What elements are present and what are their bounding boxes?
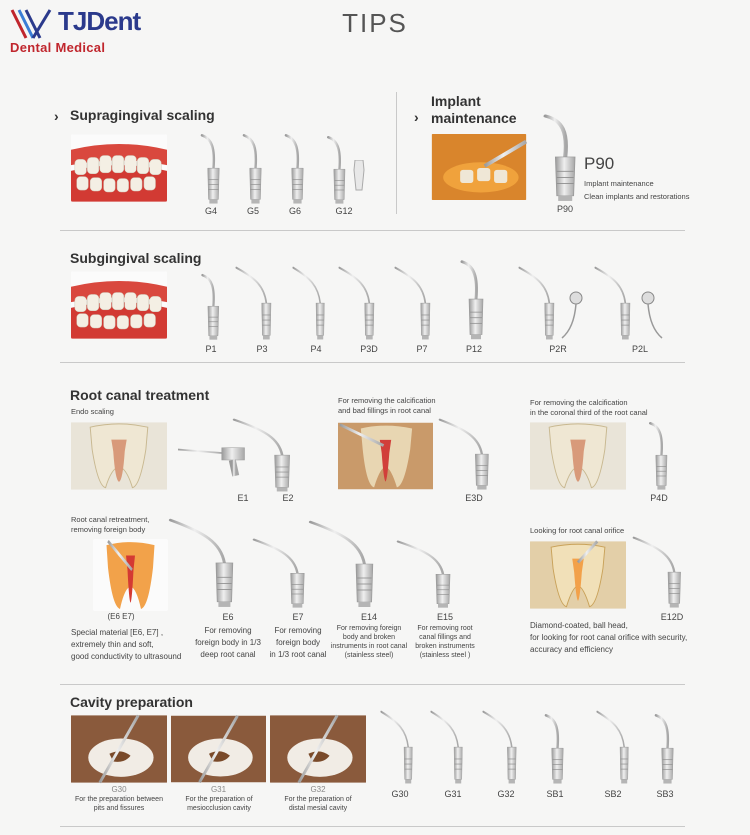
retreat-note-1: Root canal retreatment,	[71, 515, 150, 524]
e15-desc-3: broken instruments	[415, 643, 475, 650]
tip-p3d	[338, 266, 378, 342]
e6-desc-3: deep root canal	[200, 650, 256, 659]
supragingival-photo	[71, 134, 167, 202]
implant-model: P90	[584, 154, 615, 173]
tip-label: G12	[335, 206, 353, 216]
logo-subtitle: Dental Medical	[10, 40, 106, 55]
retreat-note-2: removing foreign body	[71, 525, 146, 534]
cavity-photo-desc-2: mesiocclusion cavity	[187, 805, 251, 812]
tip-label: SB1	[546, 789, 564, 799]
tip-label: P12	[465, 344, 482, 354]
cavity-photo-g32	[270, 714, 366, 784]
tip-p4d	[644, 420, 674, 492]
coronal-note-2: in the coronal third of the root canal	[530, 408, 648, 417]
orifice-note: Looking for root canal orifice	[530, 526, 625, 535]
calcification-photo	[338, 421, 433, 491]
tip-g12	[322, 134, 352, 206]
cavity-photo-desc-1: For the preparation of	[284, 796, 352, 803]
tip-label: P3D	[360, 344, 378, 354]
section-divider	[60, 684, 685, 685]
chevron-right-icon: ›	[54, 108, 59, 124]
tip-g5	[238, 132, 268, 206]
special-note-3: good conductivity to ultrasound	[71, 652, 182, 661]
tip-label: SB3	[656, 789, 674, 799]
tip-p2r-detail	[560, 288, 588, 340]
tip-label: SB2	[604, 789, 622, 799]
e15-desc-1: For removing root	[417, 625, 473, 632]
e7-desc-1: For removing	[274, 626, 322, 635]
implant-heading-1: Implant	[431, 93, 481, 109]
e14-desc-1: For removing foreign	[336, 625, 402, 632]
tip-label: E15	[436, 612, 453, 622]
tip-label: P3	[256, 344, 268, 354]
tip-e3d	[438, 418, 494, 492]
tip-g32	[482, 710, 520, 786]
tip-p3	[235, 266, 275, 342]
cavity-photo-desc-1: For the preparation between	[75, 796, 163, 803]
calc-note-1: For removing the calcification	[338, 396, 436, 405]
cavity-photo-desc-2: distal mesial cavity	[288, 805, 348, 812]
calc-note-2: and bad fillings in root canal	[338, 406, 431, 415]
cavity-heading: Cavity preparation	[70, 694, 193, 710]
tip-label: G32	[497, 789, 515, 799]
tip-e7	[252, 538, 310, 610]
special-note-2: extremely thin and soft,	[71, 640, 154, 649]
tip-label: P2R	[549, 344, 567, 354]
tip-label: P1	[205, 344, 217, 354]
tip-label: G30	[391, 789, 409, 799]
tip-label: E1	[237, 493, 249, 503]
orifice-photo	[530, 540, 626, 610]
tip-sb1	[540, 712, 570, 786]
tip-p2r	[518, 266, 558, 342]
tip-p1	[196, 272, 226, 342]
tip-g4	[196, 132, 226, 206]
coronal-note-1: For removing the calcification	[530, 398, 628, 407]
tip-sb2	[596, 710, 632, 786]
section-divider	[60, 230, 685, 231]
tip-label: P4	[310, 344, 322, 354]
tip-label: G31	[444, 789, 462, 799]
endo-label: Endo scaling	[71, 407, 114, 416]
tip-label: P7	[416, 344, 428, 354]
cavity-photo-g31	[171, 714, 266, 784]
tip-e14	[308, 520, 380, 610]
tip-g30	[380, 710, 416, 786]
retreatment-photo	[93, 539, 168, 611]
tip-p7	[394, 266, 434, 342]
tip-label: E7	[292, 612, 304, 622]
endo-photo	[71, 421, 167, 491]
section-divider	[60, 362, 685, 363]
diamond-note-1: Diamond-coated, ball head,	[530, 621, 628, 630]
chevron-right-icon: ›	[414, 109, 419, 125]
tip-label: P90	[556, 204, 573, 214]
tip-e2	[232, 418, 296, 494]
supragingival-heading: Supragingival scaling	[70, 107, 215, 123]
tip-p2l	[594, 266, 634, 342]
implant-photo	[431, 134, 527, 200]
cavity-photo-code: G32	[310, 785, 326, 794]
cavity-photo-desc-2: pits and fissures	[93, 805, 145, 812]
tip-wrench-icon	[352, 160, 366, 194]
tip-p4	[292, 266, 328, 342]
tip-label: G6	[288, 206, 301, 216]
special-note-1: Special material [E6, E7] ,	[71, 628, 164, 637]
root-canal-heading: Root canal treatment	[70, 387, 210, 403]
diamond-note-3: accuracy and efficiency	[530, 645, 614, 654]
tip-e12d	[632, 536, 686, 610]
e6-desc-1: For removing	[204, 626, 252, 635]
e7-desc-3: in 1/3 root canal	[269, 650, 327, 659]
tip-label: G4	[204, 206, 217, 216]
cavity-photo-code: G30	[111, 785, 127, 794]
section-divider	[396, 92, 397, 214]
tip-label: E6	[222, 612, 234, 622]
cavity-photo-g30	[71, 714, 167, 784]
cavity-photo-desc-1: For the preparation of	[185, 796, 253, 803]
tip-p12	[458, 258, 488, 342]
e6-desc-2: foreign body in 1/3	[195, 638, 261, 647]
tip-e6	[168, 518, 240, 610]
subgingival-photo	[71, 271, 167, 339]
tip-p90	[540, 112, 582, 204]
e7-desc-2: foreign body	[275, 638, 321, 647]
tip-label: P2L	[631, 344, 648, 354]
e14-desc-4: (stainless steel)	[344, 652, 394, 659]
subgingival-heading: Subgingival scaling	[70, 250, 202, 266]
tip-p2l-detail	[636, 288, 664, 340]
tip-g31	[430, 710, 466, 786]
tip-label: E2	[282, 493, 294, 503]
tip-g6	[280, 132, 310, 206]
tip-label: E14	[360, 612, 377, 622]
implant-heading-2: maintenance	[431, 110, 517, 126]
e15-desc-4: (stainless steel )	[419, 652, 471, 659]
diamond-note-2: for looking for root canal orifice with security,	[530, 633, 688, 642]
logo-text: TJDent	[58, 6, 141, 36]
tip-label: P4D	[650, 493, 668, 503]
page-title: TIPS	[342, 8, 408, 38]
tip-label: G5	[246, 206, 259, 216]
e14-desc-3: instruments in root canal	[330, 643, 408, 650]
e15-desc-2: canal fillings and	[419, 634, 471, 641]
cavity-photo-code: G31	[210, 785, 227, 794]
implant-desc-2: Clean implants and restorations	[584, 192, 690, 201]
implant-desc-1: Implant maintenance	[584, 179, 654, 188]
e14-desc-2: body and broken	[342, 634, 396, 641]
coronal-photo	[530, 421, 626, 491]
section-divider	[60, 826, 685, 827]
e6e7-caption: (E6 E7)	[107, 612, 135, 621]
tip-label: E12D	[660, 612, 684, 622]
tip-label: E3D	[465, 493, 483, 503]
tip-e15	[396, 540, 456, 610]
tip-sb3	[650, 712, 680, 786]
